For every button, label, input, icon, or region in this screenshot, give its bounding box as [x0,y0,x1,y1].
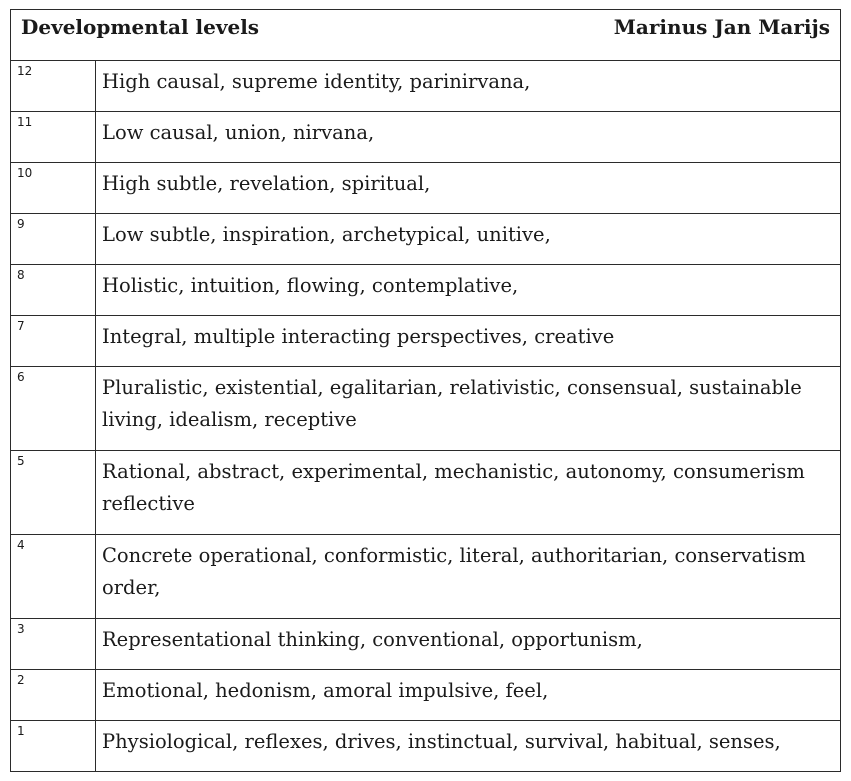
level-description: Holistic, intuition, flowing, contemplative, [102,274,519,297]
table-title: Developmental levels [21,15,260,39]
table-row [11,721,840,772]
level-number: 2 [11,670,96,720]
table-row [11,112,840,163]
table-row [11,265,840,316]
level-description: Rational, abstract, experimental, mechanistic, autonomy, consumerism reflective [102,460,805,515]
level-description: Integral, multiple interacting perspectives, creative [102,325,615,348]
table-row [11,163,840,214]
level-description: Emotional, hedonism, amoral impulsive, feel, [102,679,549,702]
table-row [11,535,840,619]
table-row [11,670,840,721]
level-description: Low subtle, inspiration, archetypical, unitive, [102,223,551,246]
level-number: 7 [11,316,96,366]
level-number: 12 [11,61,96,111]
level-description: Physiological, reflexes, drives, instinctual, survival, habitual, senses, [102,730,781,753]
developmental-levels-table [10,9,841,772]
level-number: 9 [11,214,96,264]
level-description: Pluralistic, existential, egalitarian, relativistic, consensual, sustainable living, idealism, receptive [102,376,802,431]
level-number: 11 [11,112,96,162]
table-row [11,61,840,112]
level-number: 10 [11,163,96,213]
table-row [11,619,840,670]
table-row [11,316,840,367]
table-author: Marinus Jan Marijs [613,15,830,39]
table-row [11,367,840,451]
level-number: 1 [11,721,96,771]
level-number: 5 [11,451,96,534]
level-description: Low causal, union, nirvana, [102,121,375,144]
level-number: 6 [11,367,96,450]
level-description: High subtle, revelation, spiritual, [102,172,431,195]
level-number: 8 [11,265,96,315]
level-number: 3 [11,619,96,669]
level-description: High causal, supreme identity, parinirvana, [102,70,531,93]
level-number: 4 [11,535,96,618]
table-row [11,451,840,535]
level-description: Concrete operational, conformistic, literal, authoritarian, conservatism order, [102,544,806,599]
table-row [11,214,840,265]
table-header [11,10,840,61]
level-description: Representational thinking, conventional, opportunism, [102,628,643,651]
